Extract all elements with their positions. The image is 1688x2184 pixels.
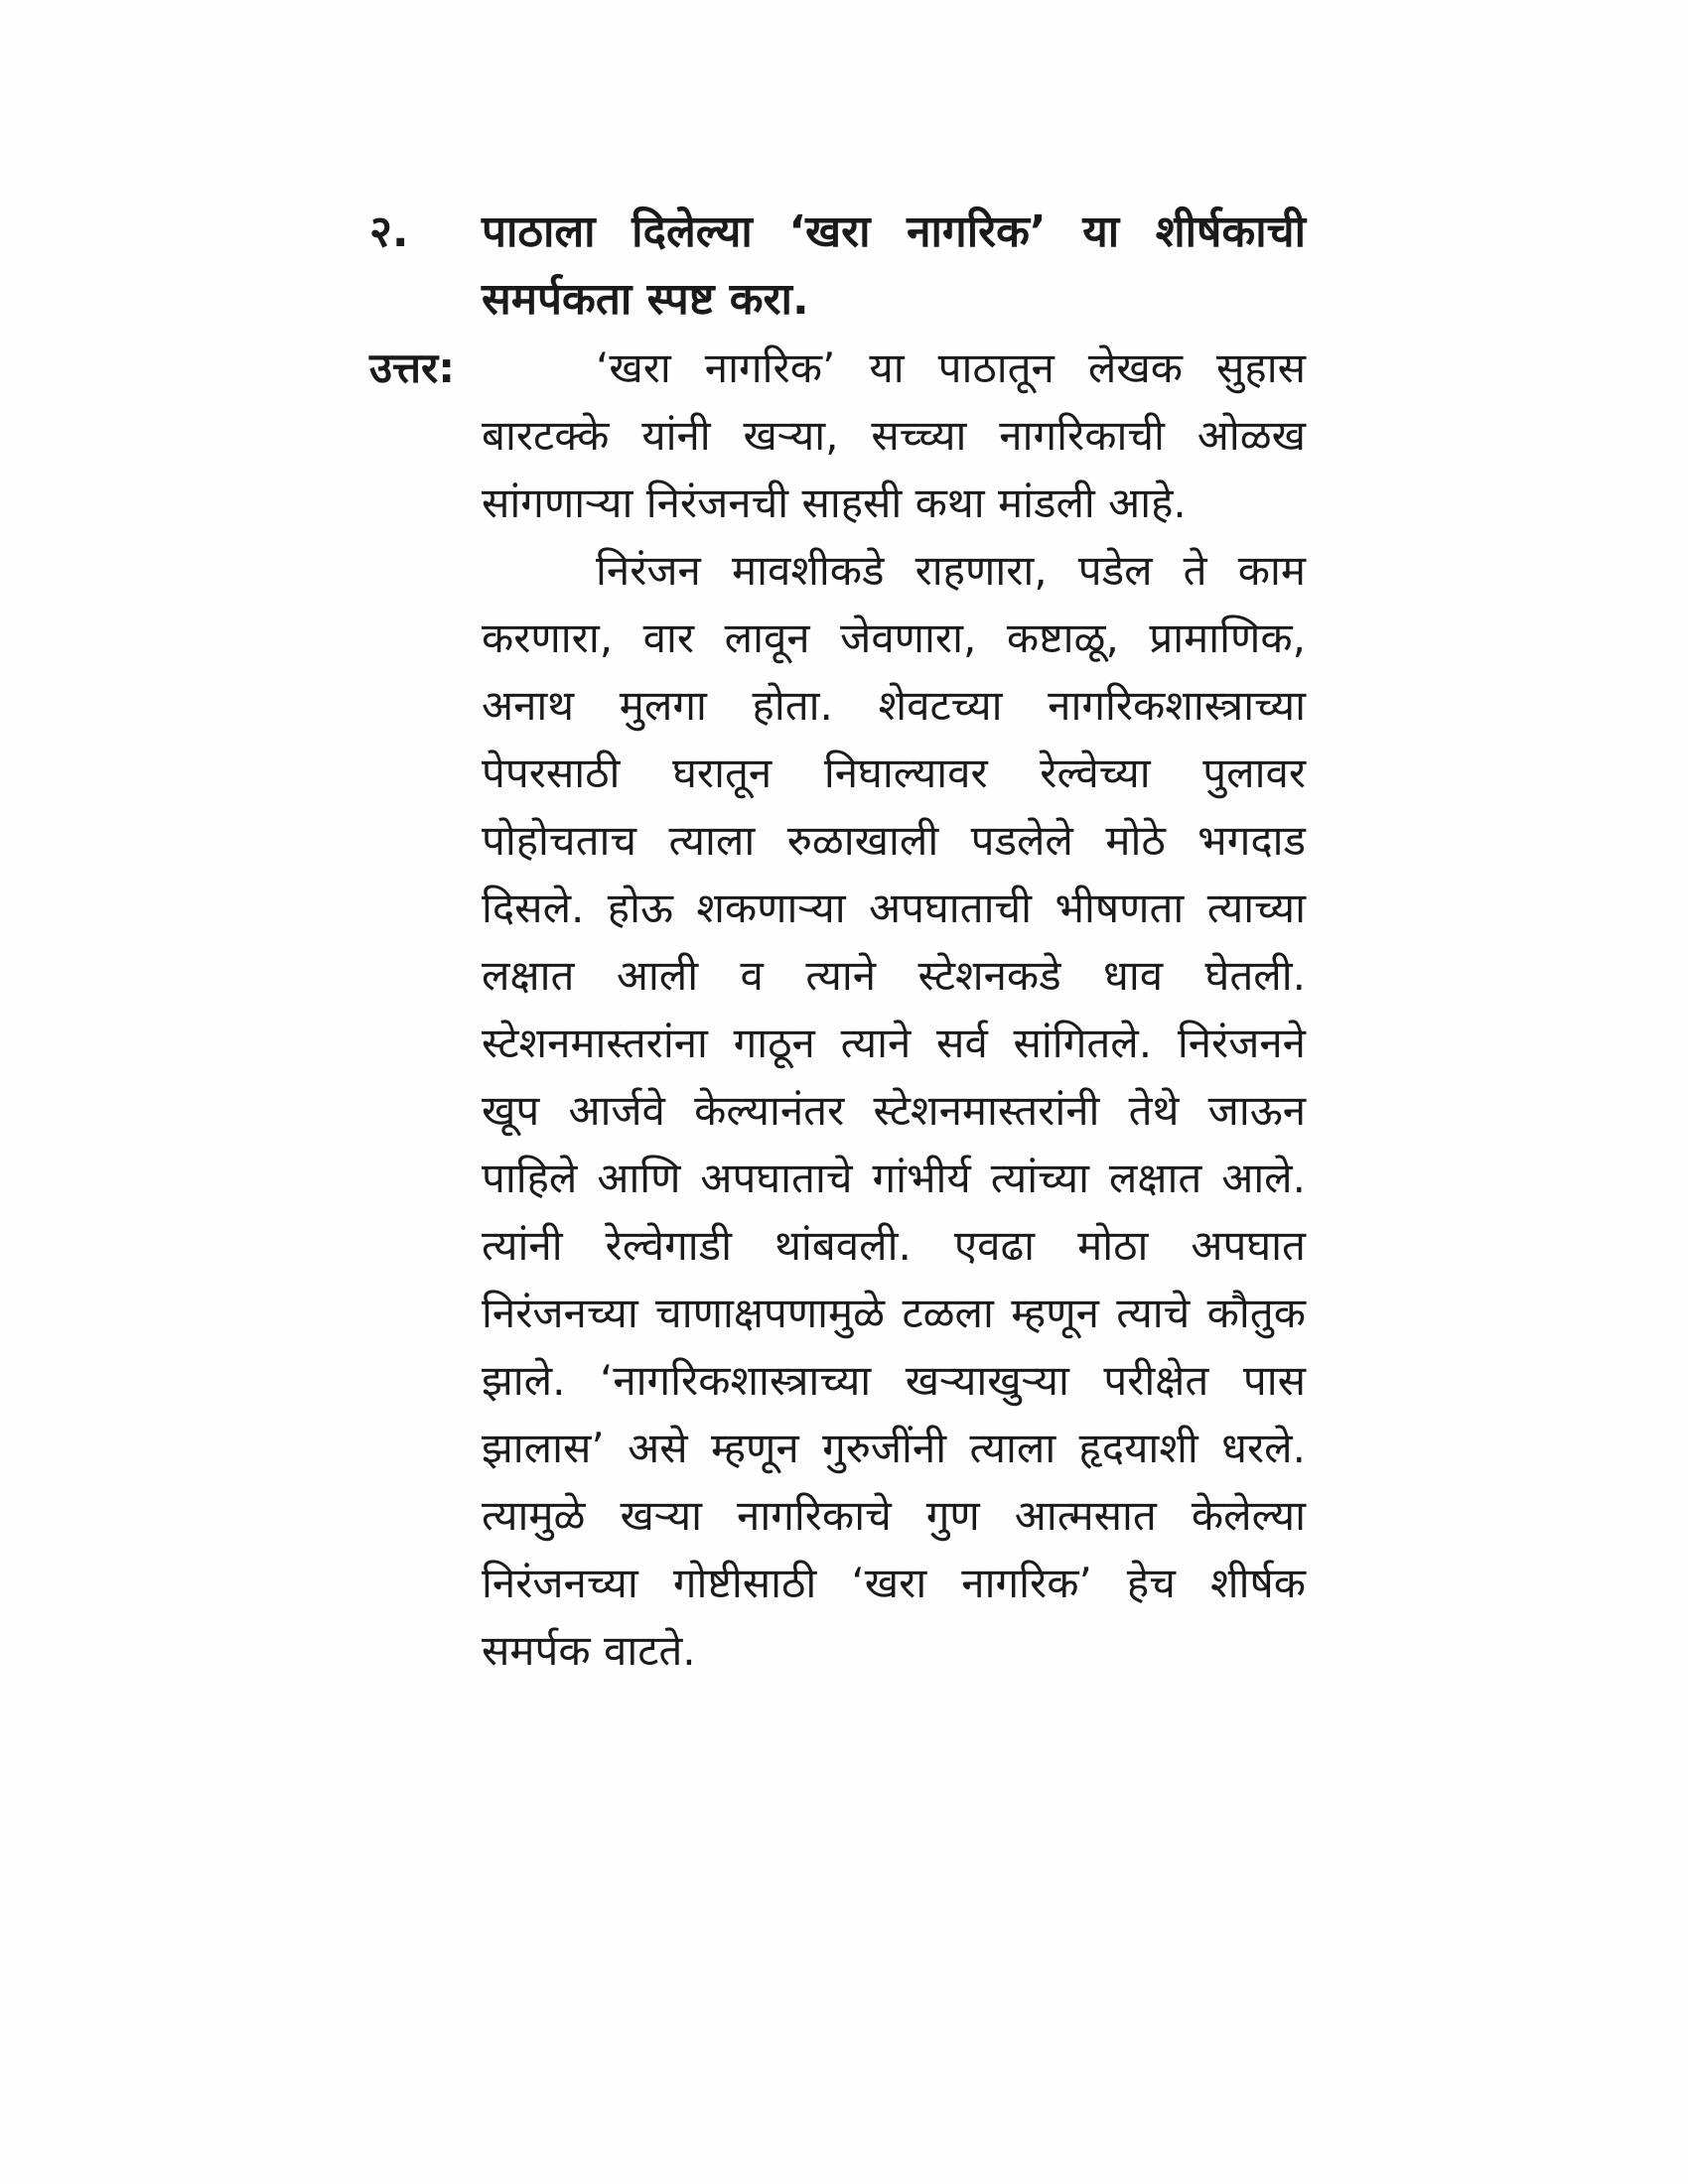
answer-paragraph-2: निरंजन मावशीकडे राहणारा, पडेल ते काम करणारा, वार लावून जेवणारा, कष्टाळू, प्रामाणिक, अनाथ मुलगा होता. शेवटच्या नागरिकशास्त्राच्या पेपरसाठी घरातून निघाल्यावर रेल्वेच्या पुलावर पोहोचताच त्याला रुळाखाली पडलेले मोठे भगदाड दिसले. होऊ शकणाऱ्या अपघाताची भीषणता त्याच्या लक्षात आली व त्याने स्टेशनकडे धाव घेतली. स्टेशनमास्तरांना गाठून त्याने सर्व सांगितले. निरंजनने खूप आर्जवे केल्यानंतर स्टेशनमास्तरांनी तेथे जाऊन पाहिले आणि अपघाताचे गांभीर्य त्यांच्या लक्षात आले. त्यांनी रेल्वेगाडी थांबवली. एवढा मोठा अपघात निरंजनच्या चाणाक्षपणामुळे टळला म्हणून त्याचे कौतुक झाले. ‘नागरिकशास्त्राच्या खऱ्याखुऱ्या परीक्षेत पास झालास’ असे म्हणून गुरुजींनी त्याला हृदयाशी धरले. त्यामुळे खऱ्या नागरिकाचे गुण आत्मसात केलेल्या निरंजनच्या गोष्टीसाठी ‘खरा नागरिक’ हेच शीर्षक समर्पक वाटते.: [482, 546, 1306, 1675]
question-number: २.: [369, 206, 409, 257]
question-text: पाठाला दिलेल्या ‘खरा नागरिक’ या शीर्षकाची समर्पकता स्पष्ट करा.: [482, 206, 1306, 325]
answer-body: [482, 335, 1306, 1685]
answer-label: उत्तर:: [369, 343, 456, 392]
answer-paragraph-1: ‘खरा नागरिक’ या पाठातून लेखक सुहास बारटक्के यांनी खऱ्या, सच्च्या नागरिकाची ओळख सांगणाऱ्या निरंजनची साहसी कथा मांडली आहे.: [482, 343, 1306, 527]
